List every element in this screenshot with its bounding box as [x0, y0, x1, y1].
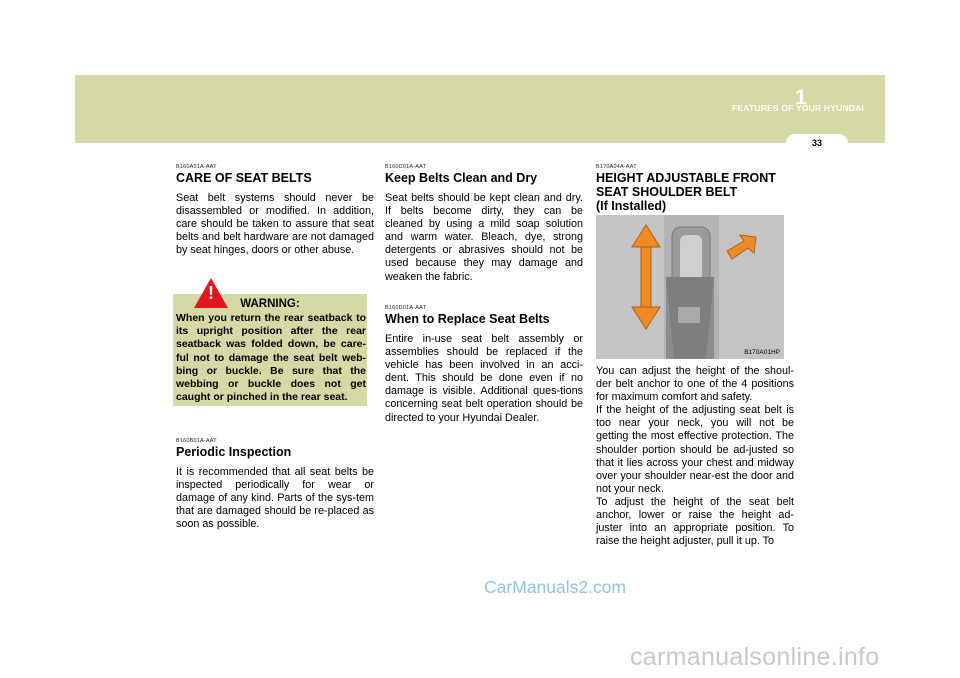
- section-code: B160B01A-AAT: [176, 438, 217, 444]
- section-heading: CARE OF SEAT BELTS: [176, 171, 312, 185]
- section-body: It is recommended that all seat belts be inspected periodically for wear or damage of any kind. Parts of the sys-tem that are damaged should be re-placed as soon as possible.: [176, 466, 374, 531]
- section-heading: [596, 171, 794, 213]
- section-heading: When to Replace Seat Belts: [385, 312, 550, 326]
- paragraph: If the height of the adjusting seat belt is too near your neck, you will not be getting the most effective protection. The shoulder portion should be ad-justed so that it lies across your chest and midway over your shoulder near-est the door and not your neck.: [596, 404, 794, 495]
- section-heading: Keep Belts Clean and Dry: [385, 171, 538, 185]
- section-heading: Periodic Inspection: [176, 445, 292, 459]
- image-caption: B170A01HP: [744, 349, 780, 356]
- warning-title: WARNING:: [240, 298, 300, 310]
- page-number: 33: [786, 134, 848, 152]
- column-3: [596, 164, 794, 548]
- section-body: Entire in-use seat belt assembly or assemblies should be replaced if the vehicle has been involved in an acci-dent. This should be done even if no damage is visible. Additional ques-tions concerning seat belt operation should be directed to your Hyundai Dealer.: [385, 333, 583, 424]
- heading-line: (If Installed): [596, 199, 667, 213]
- section-body: Seat belts should be kept clean and dry. If belts become dirty, they can be cleaned by using a mild soap solution and warm water. Bleach, dye, strong detergents or abrasives should not be used because they may damage and weaken the fabric.: [385, 192, 583, 283]
- column-1-lower: [176, 438, 374, 531]
- column-2: [385, 164, 583, 284]
- seatbelt-illustration: [596, 215, 784, 359]
- seatbelt-adjuster-photo: [596, 215, 784, 359]
- section-body: Seat belt systems should never be disassembled or modified. In addition, care should be taken to assure that seat belts and belt hardware are not damaged by seat hinges, doors or other abuse.: [176, 192, 374, 257]
- paragraph: You can adjust the height of the shoul-der belt anchor to one of the 4 positions for maximum comfort and safety.: [596, 365, 794, 404]
- watermark-carmanualsonline[interactable]: carmanualsonline.info: [630, 643, 880, 671]
- column-2-lower: [385, 305, 583, 425]
- heading-line: HEIGHT ADJUSTABLE FRONT: [596, 171, 776, 185]
- exclamation-icon: !: [208, 283, 214, 303]
- column-1: [176, 164, 374, 257]
- watermark-carmanuals2[interactable]: CarManuals2.com: [484, 577, 626, 597]
- warning-body: When you return the rear seatback to its upright position after the rear seatback was folded down, be care-ful not to damage the seat belt web-bing or buckle. Be sure that the webbing or buckle does not get caught or pinched in the rear seat.: [176, 312, 366, 404]
- section-code: B160D01A-AAT: [385, 305, 427, 311]
- chapter-number: 1: [795, 86, 807, 109]
- section-code: B170A04A-AAT: [596, 164, 637, 170]
- section-code: B160C01A-AAT: [385, 164, 427, 170]
- paragraph: To adjust the height of the seat belt anchor, lower or raise the height ad-juster into an appropriate position. To raise the height adjuster, pull it up. To: [596, 495, 794, 548]
- section-title: FEATURES OF YOUR HYUNDAI: [732, 103, 864, 113]
- section-code: B160A01A-AAT: [176, 164, 217, 170]
- heading-line: SEAT SHOULDER BELT: [596, 185, 738, 199]
- warning-box: [173, 283, 367, 406]
